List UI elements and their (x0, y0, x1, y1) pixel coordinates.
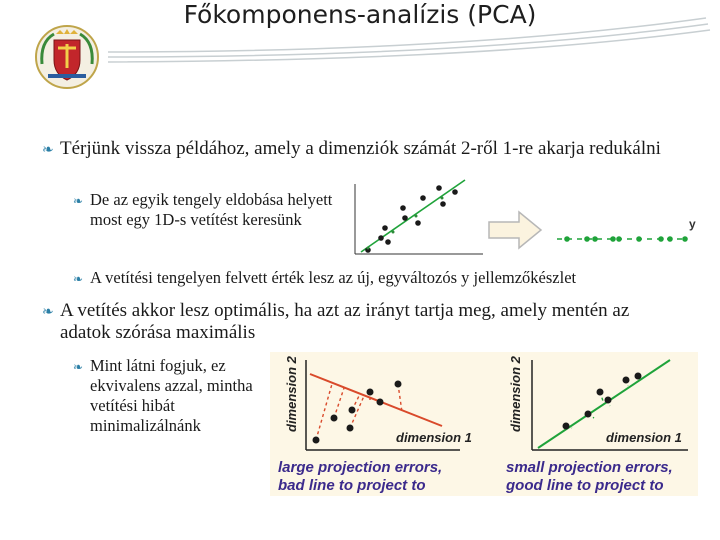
right-y-axis-label: dimension 2 (508, 356, 523, 432)
slide-title: Főkomponens-analízis (PCA) (183, 0, 537, 29)
sub-bullet-text-2a: Mint látni fogjuk, ez ekvivalens azzal, mintha vetítési hibát minimalizálnánk (90, 356, 253, 435)
sub-bullet-text-1b: A vetítési tengelyen felvett érték lesz az új, egyváltozós y jellemzőkészlet (90, 268, 577, 287)
sub-bullet-icon: ❧ (73, 272, 84, 286)
sub-bullet-icon: ❧ (73, 360, 84, 374)
left-x-axis-label: dimension 1 (396, 430, 472, 445)
header-decoration (0, 0, 720, 100)
right-x-axis-label: dimension 1 (606, 430, 682, 445)
bullet-text-1: Térjünk vissza példához, amely a dimenziók számát 2-ről 1-re akarja redukálni (60, 138, 661, 159)
bullet-icon: ❧ (42, 305, 54, 320)
left-caption-line2: bad line to project to (278, 477, 426, 494)
projection-illustration-top (343, 178, 701, 264)
sub-bullet-text-1a: De az egyik tengely eldobása helyett most egy 1D-s vetítést keresünk (90, 190, 333, 229)
bullet-text-2: A vetítés akkor lesz optimális, ha azt az irányt tartja meg, amely mentén az adatok szórása maximális (60, 300, 630, 343)
university-crest-logo (34, 24, 100, 90)
sub-bullet-icon: ❧ (73, 194, 84, 208)
bullet-icon: ❧ (42, 143, 54, 158)
left-y-axis-label: dimension 2 (284, 356, 299, 432)
right-caption-line2: good line to project to (506, 477, 664, 494)
right-arrow-icon (489, 212, 541, 248)
y-axis-label: y (689, 217, 696, 231)
right-caption-line1: small projection errors, (506, 459, 673, 476)
left-caption-line1: large projection errors, (278, 459, 443, 476)
projection-error-comparison-figure (270, 352, 698, 496)
